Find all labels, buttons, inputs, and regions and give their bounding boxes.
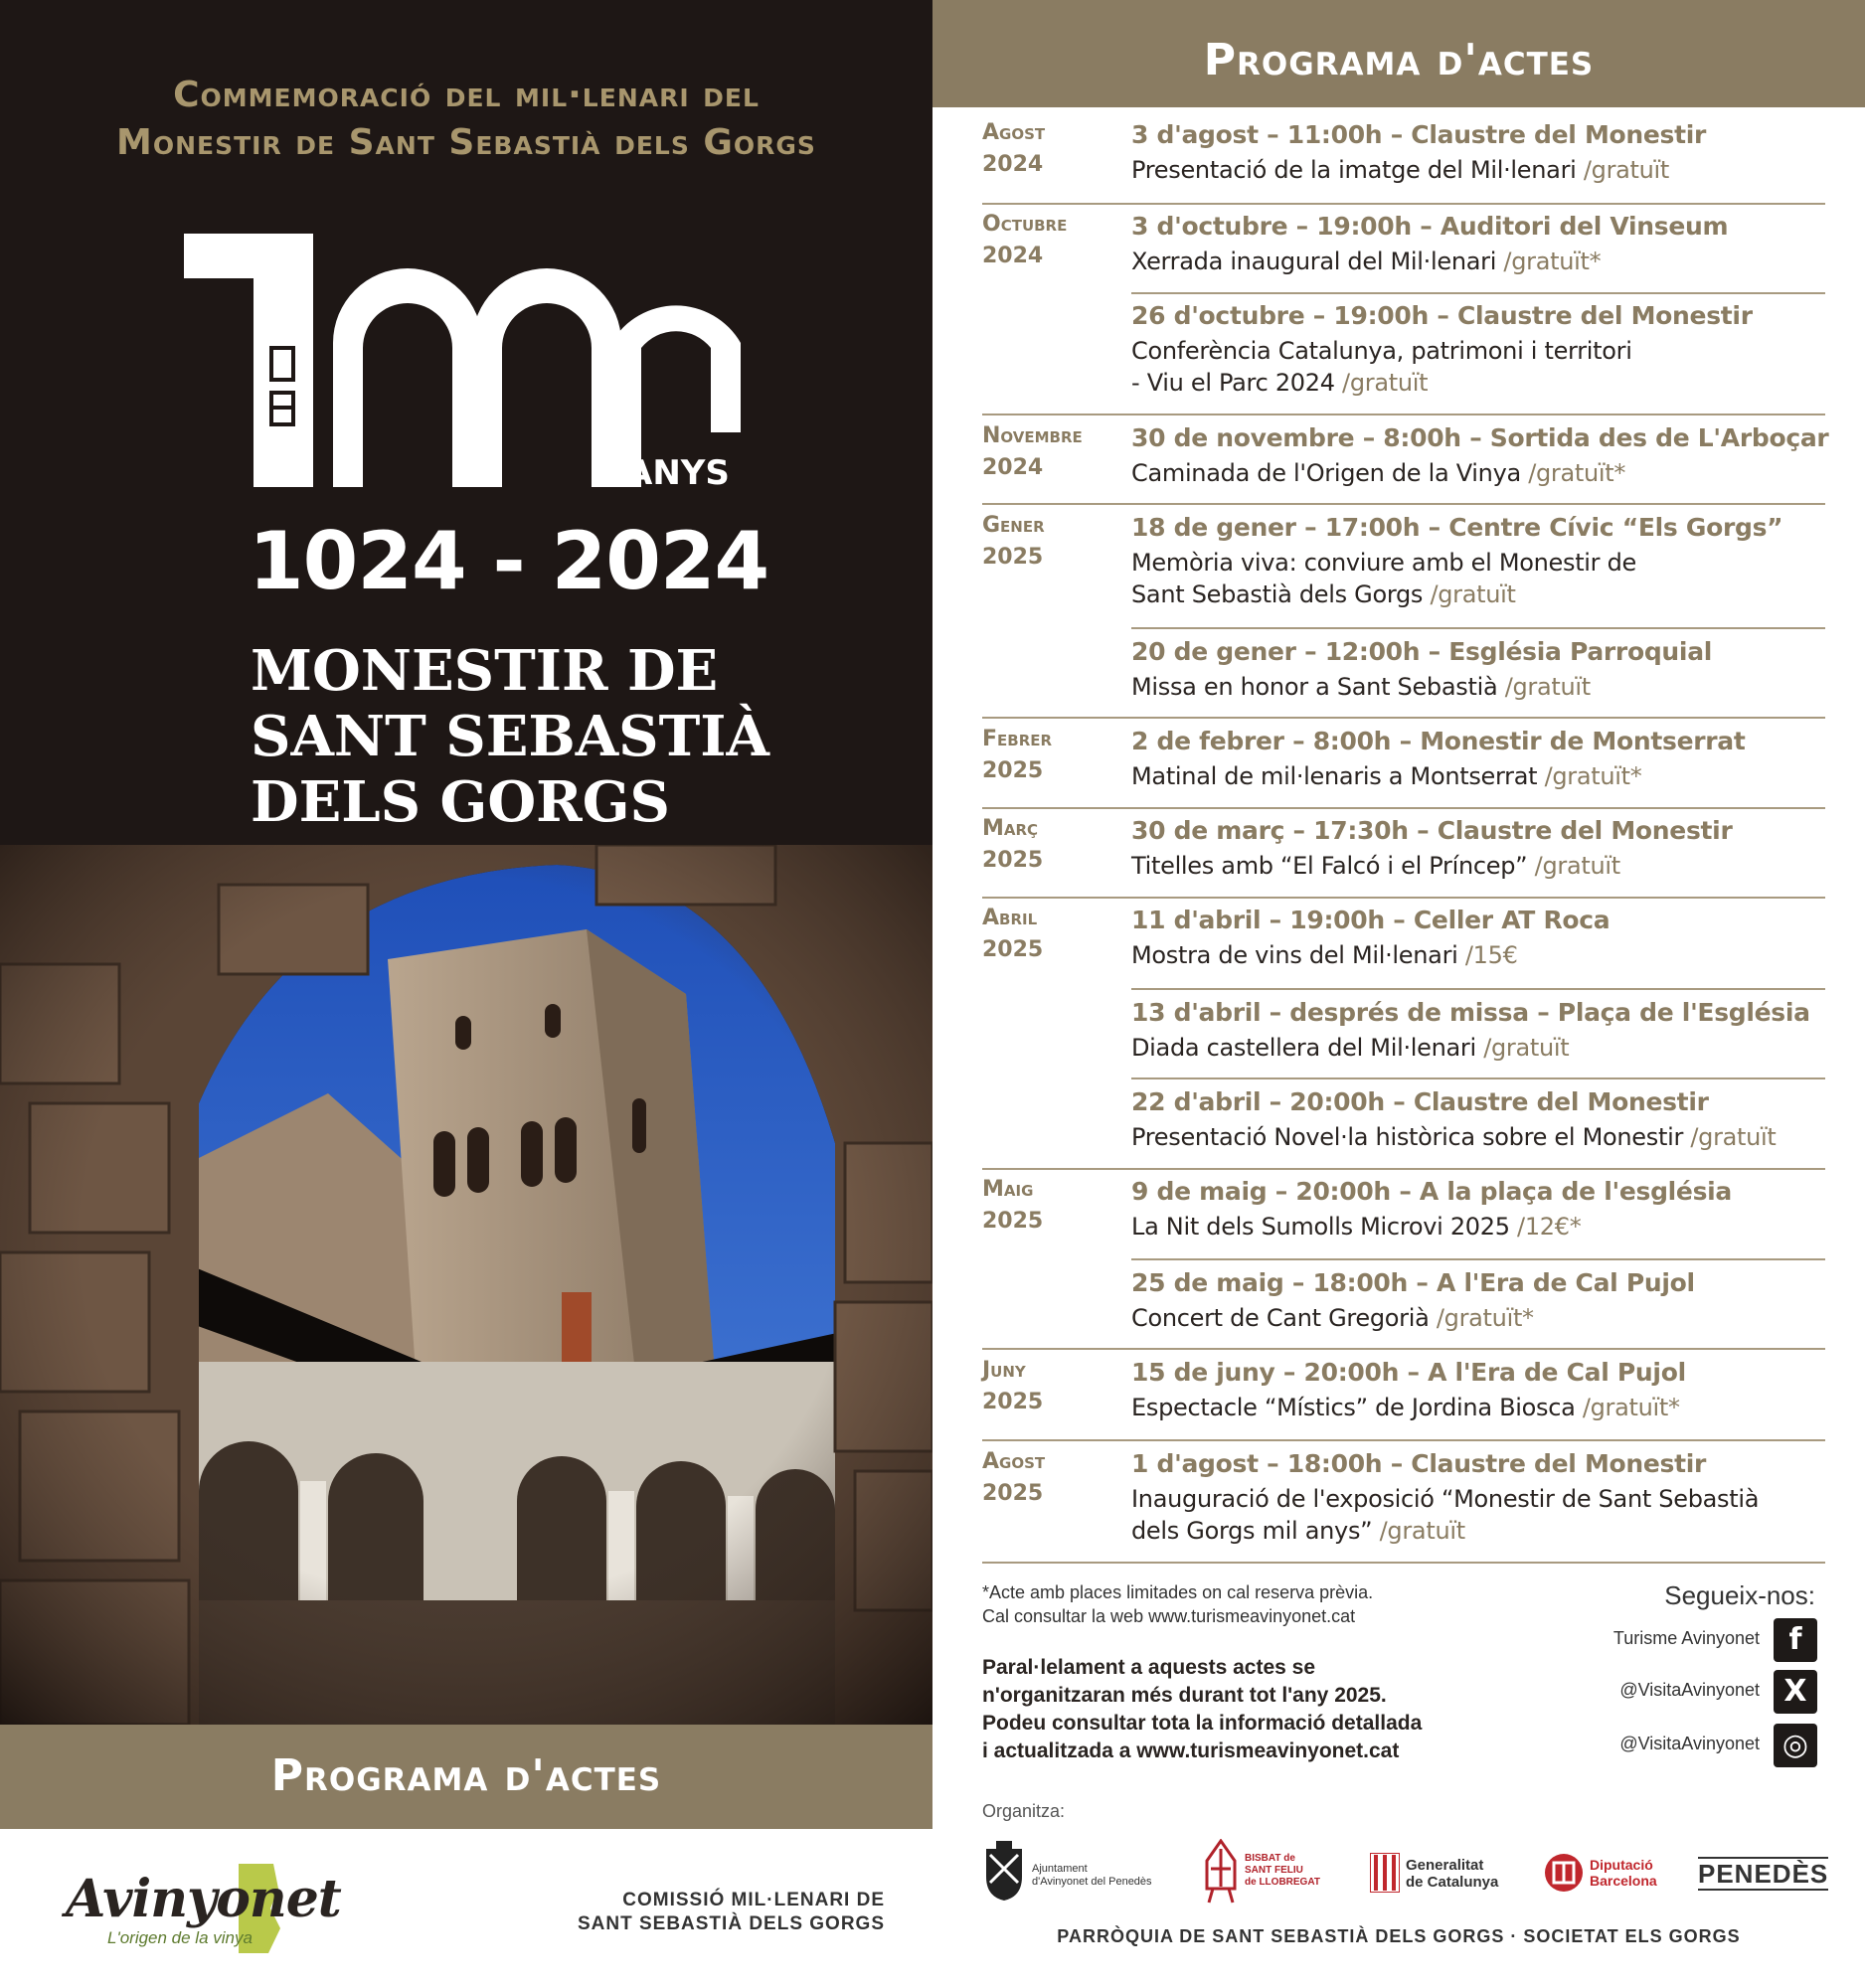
event-description-text: Missa en honor a Sant Sebastià — [1131, 673, 1505, 701]
sponsor-logos — [982, 1839, 1829, 1908]
event-divider — [982, 1168, 1825, 1170]
event-description-text: Memòria viva: conviure amb el Monestir de — [1131, 549, 1636, 577]
event-month — [982, 117, 1121, 181]
event-description — [1131, 1392, 1837, 1423]
social-x[interactable] — [1489, 1670, 1817, 1716]
event-month — [982, 1174, 1121, 1238]
event-divider — [982, 414, 1825, 415]
commemoration-heading — [0, 72, 932, 167]
event-divider — [1131, 1258, 1825, 1260]
event-description — [1131, 154, 1837, 186]
event-price: /12€* — [1517, 1213, 1582, 1241]
diputacio-line-2: Barcelona — [1590, 1873, 1657, 1889]
event-description — [1131, 1121, 1837, 1153]
follow-us-label: Segueix-nos: — [1664, 1580, 1815, 1610]
event-description-text: Xerrada inaugural del Mil·lenari — [1131, 248, 1504, 275]
event-description — [1131, 850, 1837, 882]
event-description-line — [1131, 1483, 1837, 1515]
commission-line-1: COMISSIÓ MIL·LENARI DE — [622, 1890, 885, 1910]
event-description-line — [1131, 367, 1837, 399]
logo-anys-text: ANYS — [626, 453, 730, 493]
event-divider — [982, 717, 1825, 719]
event-month-year: 2025 — [982, 848, 1044, 873]
event-description — [1131, 1032, 1837, 1064]
reservation-note — [982, 1580, 1539, 1628]
event-divider — [982, 1348, 1825, 1350]
monastery-title-line-2: SANT SEBASTIÀ — [251, 704, 769, 769]
commission-credit — [517, 1889, 885, 1936]
event-description-text: Conferència Catalunya, patrimoni i territori — [1131, 337, 1632, 365]
avinyonet-tagline: L'origen de la vinya — [107, 1928, 253, 1947]
event-month — [982, 813, 1121, 877]
event-description-line — [1131, 1121, 1837, 1153]
event-description-line — [1131, 760, 1837, 792]
event-description — [1131, 335, 1837, 399]
event-price: /15€ — [1464, 941, 1518, 969]
cover-dark-area — [0, 0, 932, 1725]
commission-line-2: SANT SEBASTIÀ DELS GORGS — [577, 1913, 885, 1934]
event-month-name: Abril — [982, 906, 1038, 930]
penedes-logo-text: PENEDÈS — [1698, 1859, 1829, 1889]
event-description-text: La Nit dels Sumolls Microvi 2025 — [1131, 1213, 1518, 1241]
parallel-info-line-2: n'organitzaran més durant tot l'any 2025. — [982, 1684, 1387, 1707]
event-month-name: Agost — [982, 120, 1046, 145]
event-month — [982, 724, 1121, 787]
event-description-line — [1131, 671, 1837, 703]
event-description-text: Matinal de mil·lenaris a Montserrat — [1131, 762, 1545, 790]
event-heading: 30 de novembre – 8:00h – Sortida des de L'Arboçar — [1131, 423, 1829, 452]
event-description-line — [1131, 335, 1837, 367]
event-divider — [1131, 1077, 1825, 1079]
bisbat-line-3: de LLOBREGAT — [1245, 1877, 1320, 1888]
event-month-name: Juny — [982, 1358, 1026, 1383]
event-divider — [1131, 627, 1825, 629]
generalitat-line-1: Generalitat — [1406, 1857, 1484, 1874]
event-price: /gratuït — [1483, 1034, 1570, 1062]
event-description-line — [1131, 1032, 1837, 1064]
event-description-text: Presentació de la imatge del Mil·lenari — [1131, 156, 1584, 184]
event-price: /gratuït — [1504, 673, 1591, 701]
event-month-name: Febrer — [982, 727, 1053, 751]
event-price: /gratuït — [1534, 852, 1620, 880]
commemoration-line-1: Commemoració del mil·lenari del — [173, 75, 760, 115]
event-description-line — [1131, 1302, 1837, 1334]
event-month-year: 2025 — [982, 937, 1044, 962]
event-heading: 11 d'abril – 19:00h – Celler AT Roca — [1131, 906, 1611, 934]
event-description-text: Mostra de vins del Mil·lenari — [1131, 941, 1465, 969]
event-divider — [1131, 988, 1825, 990]
event-description-line — [1131, 457, 1837, 489]
event-price: /gratuït* — [1544, 762, 1642, 790]
event-heading: 2 de febrer – 8:00h – Monestir de Montserrat — [1131, 727, 1746, 755]
event-description-text: dels Gorgs mil anys” — [1131, 1517, 1380, 1545]
program-header-title: Programa d'actes — [1203, 35, 1595, 85]
event-description-text: Espectacle “Místics” de Jordina Biosca — [1131, 1394, 1583, 1421]
parallel-info-line-3: Podeu consultar tota la informació detallada — [982, 1712, 1423, 1735]
event-month-name: Agost — [982, 1449, 1046, 1474]
event-price: /gratuït — [1379, 1517, 1465, 1545]
organizers-label: Organitza: — [982, 1801, 1066, 1821]
bisbat-line-1: BISBAT de — [1245, 1853, 1295, 1864]
instagram-icon[interactable]: ◎ — [1774, 1724, 1817, 1767]
event-heading: 3 d'agost – 11:00h – Claustre del Monestir — [1131, 120, 1707, 149]
event-description — [1131, 1483, 1837, 1547]
facebook-icon[interactable]: f — [1774, 1618, 1817, 1662]
monastery-title-line-3: DELS GORGS — [251, 769, 670, 835]
event-description-text: Titelles amb “El Falcó i el Príncep” — [1131, 852, 1535, 880]
monastery-title-line-1: MONESTIR DE — [251, 638, 719, 704]
event-description-text: Presentació Novel·la històrica sobre el Monestir — [1131, 1123, 1691, 1151]
event-description-text: Caminada de l'Origen de la Vinya — [1131, 459, 1529, 487]
event-month — [982, 209, 1121, 272]
event-month-year: 2025 — [982, 1390, 1044, 1414]
footer-credits: PARRÒQUIA DE SANT SEBASTIÀ DELS GORGS · SOCIETAT ELS GORGS — [1057, 1926, 1741, 1946]
event-description-line — [1131, 154, 1837, 186]
sponsor-bisbat — [1201, 1839, 1340, 1908]
event-price: /gratuït* — [1436, 1304, 1534, 1332]
monastery-title — [251, 638, 847, 835]
event-description — [1131, 246, 1837, 277]
event-description — [1131, 939, 1837, 971]
event-month-year: 2025 — [982, 545, 1044, 570]
reservation-note-line-1: *Acte amb places limitades on cal reserva prèvia. — [982, 1582, 1374, 1602]
event-description — [1131, 671, 1837, 703]
sponsor-penedes — [1698, 1839, 1829, 1908]
event-description-line — [1131, 246, 1837, 277]
event-divider — [982, 897, 1825, 899]
event-divider — [982, 203, 1825, 205]
event-price: /gratuït* — [1528, 459, 1626, 487]
cover-panel — [0, 0, 932, 1988]
event-month — [982, 420, 1121, 484]
sponsor-ajuntament — [982, 1839, 1171, 1908]
event-month-year: 2025 — [982, 1209, 1044, 1234]
avinyonet-brand-text: Avinyonet — [66, 1869, 341, 1929]
cover-program-title: Programa d'actes — [270, 1750, 662, 1801]
social-instagram-label: @VisitaAvinyonet — [1619, 1734, 1760, 1753]
event-heading: 30 de març – 17:30h – Claustre del Monestir — [1131, 816, 1733, 845]
bisbat-line-2: SANT FELIU — [1245, 1865, 1303, 1876]
parallel-info — [982, 1654, 1539, 1765]
event-divider — [1131, 292, 1825, 294]
event-heading: 26 d'octubre – 19:00h – Claustre del Monestir — [1131, 301, 1753, 330]
event-month-name: Octubre — [982, 212, 1068, 237]
event-price: /gratuït — [1342, 369, 1429, 397]
event-divider — [982, 503, 1825, 505]
event-month — [982, 903, 1121, 966]
generalitat-line-2: de Catalunya — [1406, 1874, 1499, 1891]
social-x-label: @VisitaAvinyonet — [1619, 1680, 1760, 1700]
event-description-line — [1131, 939, 1837, 971]
x-icon[interactable]: X — [1774, 1670, 1817, 1714]
event-description-text: Inauguració de l'exposició “Monestir de Sant Sebastià — [1131, 1485, 1760, 1513]
event-description-text: Sant Sebastià dels Gorgs — [1131, 580, 1431, 608]
social-facebook-label: Turisme Avinyonet — [1612, 1628, 1760, 1648]
event-heading: 22 d'abril – 20:00h – Claustre del Monestir — [1131, 1087, 1709, 1116]
event-month-year: 2025 — [982, 1481, 1044, 1506]
event-description — [1131, 457, 1837, 489]
event-description-text: Diada castellera del Mil·lenari — [1131, 1034, 1484, 1062]
event-description — [1131, 760, 1837, 792]
event-month-year: 2024 — [982, 455, 1044, 480]
event-description — [1131, 1302, 1837, 1334]
event-heading: 1 d'agost – 18:00h – Claustre del Monestir — [1131, 1449, 1707, 1478]
event-heading: 20 de gener – 12:00h – Església Parroquial — [1131, 637, 1713, 666]
event-month-name: Gener — [982, 513, 1045, 538]
millennium-logo — [184, 234, 751, 497]
bisbat-mitre-icon — [1201, 1839, 1241, 1905]
event-description-line — [1131, 579, 1837, 610]
event-month-year: 2024 — [982, 152, 1044, 177]
ajuntament-crest-icon — [982, 1839, 1026, 1903]
sponsor-generalitat — [1370, 1839, 1519, 1908]
ajuntament-line-2: d'Avinyonet del Penedès — [1032, 1876, 1152, 1888]
diputacio-line-1: Diputació — [1590, 1857, 1653, 1873]
event-month-name: Març — [982, 816, 1039, 841]
diputacio-seal-icon — [1544, 1853, 1584, 1893]
event-price: /gratuït* — [1582, 1394, 1680, 1421]
parallel-info-line-4: i actualitzada a www.turismeavinyonet.cat — [982, 1740, 1400, 1762]
event-description-text: - Viu el Parc 2024 — [1131, 369, 1343, 397]
social-instagram[interactable] — [1489, 1724, 1817, 1769]
monastery-photo — [0, 845, 932, 1725]
event-divider — [982, 807, 1825, 809]
event-price: /gratuït* — [1503, 248, 1602, 275]
event-heading: 25 de maig – 18:00h – A l'Era de Cal Pujol — [1131, 1268, 1695, 1297]
event-month — [982, 1446, 1121, 1510]
event-heading: 15 de juny – 20:00h – A l'Era de Cal Pujol — [1131, 1358, 1686, 1387]
event-divider — [982, 1562, 1825, 1564]
event-price: /gratuït — [1583, 156, 1670, 184]
program-panel — [932, 0, 1865, 1988]
event-heading: 9 de maig – 20:00h – A la plaça de l'església — [1131, 1177, 1733, 1206]
event-description-line — [1131, 1211, 1837, 1242]
event-month — [982, 1355, 1121, 1418]
event-price: /gratuït — [1690, 1123, 1777, 1151]
event-description-line — [1131, 850, 1837, 882]
event-month — [982, 510, 1121, 574]
parallel-info-line-1: Paral·lelament a aquests actes se — [982, 1656, 1316, 1679]
generalitat-flag-icon — [1370, 1853, 1400, 1893]
event-month-year: 2025 — [982, 758, 1044, 783]
event-heading: 3 d'octubre – 19:00h – Auditori del Vinseum — [1131, 212, 1729, 241]
event-description-line — [1131, 1392, 1837, 1423]
event-description-line — [1131, 1515, 1837, 1547]
commemoration-line-2: Monestir de Sant Sebastià dels Gorgs — [116, 122, 816, 163]
event-month-name: Maig — [982, 1177, 1034, 1202]
sponsor-diputacio — [1544, 1839, 1673, 1908]
event-month-year: 2024 — [982, 244, 1044, 268]
event-description — [1131, 547, 1837, 610]
ajuntament-line-1: Ajuntament — [1032, 1863, 1088, 1875]
event-heading: 18 de gener – 17:00h – Centre Cívic “Els Gorgs” — [1131, 513, 1783, 542]
event-heading: 13 d'abril – després de missa – Plaça de l'Església — [1131, 998, 1810, 1027]
event-description-line — [1131, 547, 1837, 579]
event-month-name: Novembre — [982, 423, 1083, 448]
social-facebook[interactable] — [1489, 1618, 1817, 1664]
event-divider — [982, 1439, 1825, 1441]
reservation-note-line-2: Cal consultar la web www.turismeavinyonet.cat — [982, 1606, 1356, 1626]
years-range: 1024 - 2024 — [249, 515, 769, 607]
event-description-text: Concert de Cant Gregorià — [1131, 1304, 1437, 1332]
event-description — [1131, 1211, 1837, 1242]
event-price: /gratuït — [1430, 580, 1516, 608]
